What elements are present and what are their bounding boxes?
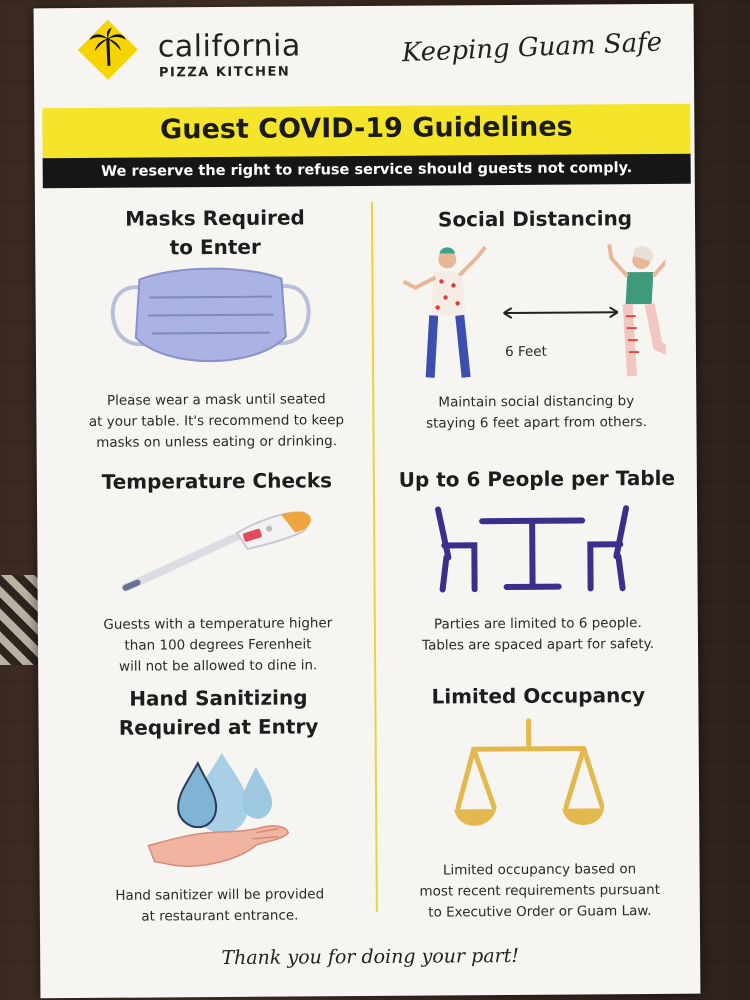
distancing-body-line2: staying 6 feet apart from others. xyxy=(425,414,647,432)
temperature-body-line1: Guests with a temperature higher xyxy=(103,615,333,633)
thank-you-note: Thank you for doing your part! xyxy=(221,944,520,970)
palm-tree-diamond-icon xyxy=(78,20,138,80)
background-tile-pattern xyxy=(0,575,40,665)
table-body-line2: Tables are spaced apart for safety. xyxy=(421,636,655,654)
occupancy-body-line2: most recent requirements pursuant xyxy=(419,881,661,900)
table-heading: Up to 6 People per Table xyxy=(398,465,676,492)
face-mask-icon xyxy=(105,256,316,377)
table-chairs-icon xyxy=(432,504,633,595)
title-band xyxy=(42,104,690,161)
page-title: Guest COVID-19 Guidelines xyxy=(160,111,573,146)
masks-body-line1: Please wear a mask until seated xyxy=(106,391,326,409)
tagline: Keeping Guam Safe xyxy=(401,27,663,69)
masks-heading-line2: to Enter xyxy=(169,234,261,260)
occupancy-body-line1: Limited occupancy based on xyxy=(442,861,637,879)
masks-body-line2: at your table. It's recommend to keep xyxy=(88,412,345,430)
masks-body-line3: masks on unless eating or drinking. xyxy=(96,433,338,451)
distancing-body-line1: Maintain social distancing by xyxy=(438,393,635,411)
sanitizing-heading-line2: Required at Entry xyxy=(118,714,319,740)
sanitizing-body-line1: Hand sanitizer will be provided xyxy=(115,886,325,904)
distance-label: 6 Feet xyxy=(505,343,547,361)
occupancy-heading: Limited Occupancy xyxy=(431,683,646,709)
scales-icon xyxy=(454,716,605,847)
table-body-line1: Parties are limited to 6 people. xyxy=(433,615,642,633)
page-subtitle: We reserve the right to refuse service should guests not comply. xyxy=(101,160,633,180)
hand-sanitizer-drops-icon xyxy=(144,748,305,879)
temperature-body-line2: than 100 degrees Ferenheit xyxy=(124,636,312,654)
distancing-heading: Social Distancing xyxy=(437,206,633,232)
temperature-heading: Temperature Checks xyxy=(101,468,333,494)
masks-heading-line1: Masks Required xyxy=(125,205,305,231)
subtitle-band xyxy=(43,154,691,189)
people-distancing-icon xyxy=(395,236,666,388)
sanitizing-heading-line1: Hand Sanitizing xyxy=(129,685,308,711)
temperature-body-line3: will not be allowed to dine in. xyxy=(118,657,318,675)
column-divider xyxy=(371,202,378,912)
thermometer-icon xyxy=(117,504,318,595)
guidelines-poster xyxy=(34,4,701,999)
sanitizing-body-line2: at restaurant entrance. xyxy=(141,907,299,925)
brand-subname: PIZZA KITCHEN xyxy=(158,64,291,81)
brand-name: california xyxy=(157,28,301,65)
occupancy-body-line3: to Executive Order or Guam Law. xyxy=(428,903,652,921)
